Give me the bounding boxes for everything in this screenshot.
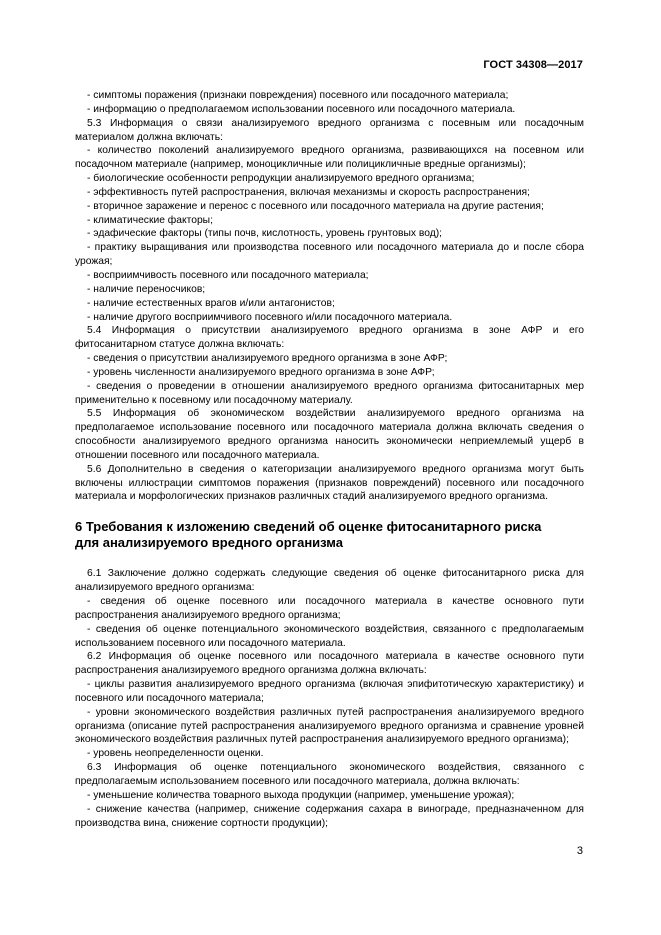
paragraph: - эффективность путей распространения, включая механизмы и скорость распространения; (87, 186, 530, 198)
paragraph: - циклы развития анализируемого вредного организма (включая эпифитотическую характеристику) и посевного или посадочного материала; (75, 679, 584, 704)
paragraph: - сведения о проведении в отношении анализируемого вредного организма фитосанитарных мер применительно к посевному или посадочному материалу. (75, 380, 584, 406)
paragraph: - симптомы поражения (признаки повреждения) посевного или посадочного материала; (87, 90, 509, 101)
paragraph: 5.6 Дополнительно в сведения о категоризации анализируемого вредного организма могут быть включены иллюстрации симптомов поражения (признаков повреждений) посевного или посадочного материала и морфологических признаков различных стадий анализируемого вредного организма. (75, 463, 584, 503)
paragraph: - сведения об оценке посевного или посадочного материала в качестве основного пути распространения анализируемого вредного организма; (75, 596, 584, 621)
paragraph: - сведения об оценке потенциального экономического воздействия, связанного с предполагаемым использованием посевного или посадочного материала. (75, 623, 584, 649)
paragraph: - уровень численности анализируемого вредного организма в зоне АФР; (87, 366, 435, 378)
paragraph-block-1 (75, 89, 584, 504)
paragraph: 5.4 Информация о присутствии анализируемого вредного организма в зоне АФР и его фитосанитарном статусе должна включать: (75, 325, 584, 351)
paragraph: 6.1 Заключение должно содержать следующие сведения об оценке фитосанитарного риска для анализируемого вредного организма: (75, 568, 584, 594)
paragraph: - информацию о предполагаемом использовании посевного или посадочного материала. (87, 103, 516, 115)
paragraph: - сведения о присутствии анализируемого вредного организма в зоне АФР; (87, 353, 448, 365)
paragraph: - наличие другого восприимчивого посевного и/или посадочного материала. (87, 311, 453, 323)
paragraph: - наличие естественных врагов и/или антагонистов; (87, 297, 335, 309)
document-code: ГОСТ 34308—2017 (483, 59, 583, 71)
paragraph: - количество поколений анализируемого вредного организма, развивающихся на посевном или посадочном материале (например, моноцикличные или полицикличные вредные организмы); (75, 145, 584, 171)
paragraph: 5.5 Информация об экономическом воздействии анализируемого вредного организма на предполагаемое использование посевного или посадочного материала должна включать сведения о способности анализируемого вредного организма наносить экономически неприемлемый ущерб в отношении посевного или посадочного материала. (75, 408, 584, 461)
page-content (75, 89, 584, 830)
section-6-title-line2: для анализируемого вредного организма (75, 535, 343, 551)
page-number: 3 (576, 845, 583, 857)
paragraph: - эдафические факторы (типы почв, кислотность, уровень грунтовых вод); (87, 228, 443, 240)
paragraph: - уменьшение количества товарного выхода продукции (например, уменьшение урожая); (87, 789, 515, 801)
paragraph: - уровни экономического воздействия различных путей распространения анализируемого вредного организма (описание путей распространения анализируемого вредного организма и сравнение уровней экономического воздействия различных путей распространения анализируемого вредного организма); (75, 706, 584, 746)
paragraph: - биологические особенности репродукции анализируемого вредного организма; (87, 173, 475, 185)
paragraph-block-2 (75, 567, 584, 830)
paragraph: - практику выращивания или производства посевного или посадочного материала до и после сбора урожая; (75, 242, 584, 268)
paragraph: - климатические факторы; (87, 214, 213, 226)
paragraph: 6.2 Информация об оценке посевного или посадочного материала в качестве основного пути распространения анализируемого вредного организма должна включать: (75, 651, 584, 677)
section-6-title-line1: 6 Требования к изложению сведений об оценке фитосанитарного риска (75, 519, 542, 535)
paragraph: 5.3 Информация о связи анализируемого вредного организма с посевным или посадочным материалом должна включать: (75, 117, 584, 143)
paragraph: - снижение качества (например, снижение содержания сахара в винограде, предназначенном для производства вина, снижение сортности продукции); (75, 803, 584, 829)
paragraph: - восприимчивость посевного или посадочного материала; (87, 269, 369, 281)
section-6-title (75, 519, 584, 551)
paragraph: - уровень неопределенности оценки. (87, 748, 264, 760)
paragraph: - наличие переносчиков; (87, 283, 206, 295)
paragraph: 6.3 Информация об оценке потенциального экономического воздействия, связанного с предполагаемым использованием посевного или посадочного материала, должна включать: (75, 762, 584, 787)
paragraph: - вторичное заражение и перенос с посевного или посадочного материала на другие растения; (87, 200, 544, 212)
